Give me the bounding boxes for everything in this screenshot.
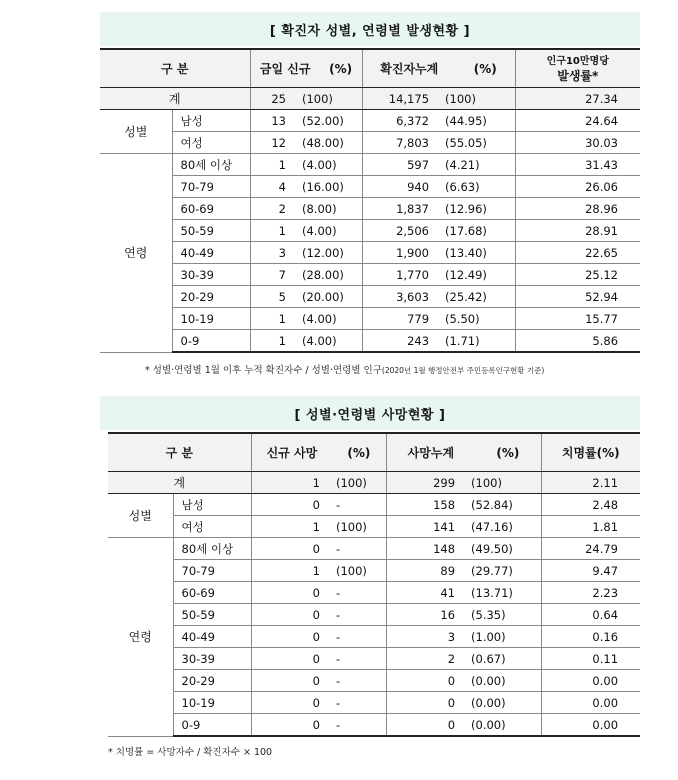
cell-new-pct: (4.00) xyxy=(292,330,362,353)
header-rate-line2: 발생률* xyxy=(557,68,599,83)
row-label: 여성 xyxy=(172,132,250,154)
cell-cum-pct: (12.96) xyxy=(435,198,515,220)
row-label: 10-19 xyxy=(173,692,251,714)
cell-cum: 1,770 xyxy=(362,264,435,286)
cell-new: 0 xyxy=(251,692,326,714)
row-label: 20-29 xyxy=(172,286,250,308)
cell-new: 1 xyxy=(250,308,292,330)
cell-new: 0 xyxy=(251,604,326,626)
cell-new-pct: (100) xyxy=(326,472,386,494)
cell-new: 0 xyxy=(251,582,326,604)
table-row xyxy=(100,286,640,308)
cell-cum-pct: (47.16) xyxy=(461,516,541,538)
row-label: 여성 xyxy=(173,516,251,538)
cell-rate: 27.34 xyxy=(515,88,640,110)
cell-cum: 779 xyxy=(362,308,435,330)
cell-rate: 52.94 xyxy=(515,286,640,308)
row-label: 30-39 xyxy=(172,264,250,286)
cell-rate: 22.65 xyxy=(515,242,640,264)
cell-rate: 2.23 xyxy=(541,582,640,604)
cell-cum: 0 xyxy=(386,692,461,714)
cell-cum-pct: (0.00) xyxy=(461,714,541,737)
row-label: 계 xyxy=(100,88,250,110)
cell-new: 1 xyxy=(250,220,292,242)
cell-cum-pct: (100) xyxy=(461,472,541,494)
cell-new: 13 xyxy=(250,110,292,132)
cell-cum: 243 xyxy=(362,330,435,353)
cell-cum: 3,603 xyxy=(362,286,435,308)
cell-rate: 0.00 xyxy=(541,670,640,692)
cell-new: 0 xyxy=(251,648,326,670)
cell-rate: 15.77 xyxy=(515,308,640,330)
header-new-deaths: 신규 사망 xyxy=(266,446,318,460)
cell-cum-pct: (0.00) xyxy=(461,670,541,692)
table-row xyxy=(108,648,640,670)
cell-rate: 5.86 xyxy=(515,330,640,353)
cell-new-pct: - xyxy=(326,538,386,560)
cell-rate: 31.43 xyxy=(515,154,640,176)
cell-new-pct: - xyxy=(326,670,386,692)
cell-rate: 28.91 xyxy=(515,220,640,242)
cell-cum: 148 xyxy=(386,538,461,560)
table-row xyxy=(108,714,640,737)
row-label: 60-69 xyxy=(172,198,250,220)
table-row xyxy=(108,560,640,582)
header-pct: (%) xyxy=(329,61,353,76)
row-label: 50-59 xyxy=(172,220,250,242)
header-pct: (%) xyxy=(473,61,497,76)
cell-new-pct: (20.00) xyxy=(292,286,362,308)
table-row xyxy=(108,626,640,648)
cell-rate: 0.16 xyxy=(541,626,640,648)
row-label: 0-9 xyxy=(172,330,250,353)
cell-cum: 299 xyxy=(386,472,461,494)
row-label: 0-9 xyxy=(173,714,251,737)
cell-cum: 141 xyxy=(386,516,461,538)
cases-table xyxy=(100,48,640,353)
table-row xyxy=(108,670,640,692)
cell-cum: 16 xyxy=(386,604,461,626)
table-row xyxy=(100,264,640,286)
cell-new-pct: - xyxy=(326,604,386,626)
cell-rate: 28.96 xyxy=(515,198,640,220)
cell-cum-pct: (100) xyxy=(435,88,515,110)
table1-title: [ 확진자 성별, 연령별 발생현황 ] xyxy=(100,12,640,46)
cell-cum: 158 xyxy=(386,494,461,516)
cell-cum: 6,372 xyxy=(362,110,435,132)
row-label: 80세 이상 xyxy=(173,538,251,560)
table-row xyxy=(108,604,640,626)
row-label: 30-39 xyxy=(173,648,251,670)
cell-rate: 0.64 xyxy=(541,604,640,626)
cell-cum-pct: (55.05) xyxy=(435,132,515,154)
cell-new: 2 xyxy=(250,198,292,220)
header-fatality-rate: 치명률(%) xyxy=(541,433,640,472)
cell-new-pct: (12.00) xyxy=(292,242,362,264)
cell-rate: 25.12 xyxy=(515,264,640,286)
cell-new: 1 xyxy=(251,560,326,582)
cell-cum: 3 xyxy=(386,626,461,648)
cell-cum-pct: (29.77) xyxy=(461,560,541,582)
cell-rate: 24.64 xyxy=(515,110,640,132)
cell-cum: 89 xyxy=(386,560,461,582)
row-label: 40-49 xyxy=(172,242,250,264)
header-rate-line1: 인구10만명당 xyxy=(546,55,609,67)
cell-new-pct: - xyxy=(326,626,386,648)
table-row xyxy=(100,308,640,330)
cell-new: 12 xyxy=(250,132,292,154)
cell-new-pct: (100) xyxy=(292,88,362,110)
cell-new: 1 xyxy=(251,516,326,538)
cell-cum-pct: (1.71) xyxy=(435,330,515,353)
cell-cum: 0 xyxy=(386,670,461,692)
cell-rate: 30.03 xyxy=(515,132,640,154)
cell-rate: 0.11 xyxy=(541,648,640,670)
table-row-total xyxy=(100,88,640,110)
cell-new: 0 xyxy=(251,670,326,692)
deaths-table xyxy=(108,432,640,737)
table-header-row xyxy=(100,49,640,88)
cell-cum: 2 xyxy=(386,648,461,670)
cell-new: 7 xyxy=(250,264,292,286)
table-row xyxy=(100,242,640,264)
header-category: 구 분 xyxy=(108,433,251,472)
cell-new-pct: - xyxy=(326,494,386,516)
header-pct: (%) xyxy=(496,445,520,460)
cell-cum: 14,175 xyxy=(362,88,435,110)
table-row xyxy=(108,692,640,714)
cell-cum-pct: (12.49) xyxy=(435,264,515,286)
cell-cum-pct: (0.00) xyxy=(461,692,541,714)
cell-cum-pct: (4.21) xyxy=(435,154,515,176)
row-label: 70-79 xyxy=(172,176,250,198)
cell-rate: 9.47 xyxy=(541,560,640,582)
table-row xyxy=(108,538,640,560)
cell-rate: 2.11 xyxy=(541,472,640,494)
cell-new-pct: (16.00) xyxy=(292,176,362,198)
table2-footnote: * 치명률 = 사망자수 / 확진자수 × 100 xyxy=(108,747,273,758)
cell-new-pct: (4.00) xyxy=(292,308,362,330)
row-label: 50-59 xyxy=(173,604,251,626)
table-row-total xyxy=(108,472,640,494)
cell-cum: 7,803 xyxy=(362,132,435,154)
table-row xyxy=(100,220,640,242)
cell-cum: 41 xyxy=(386,582,461,604)
table-row xyxy=(108,494,640,516)
cell-new-pct: (8.00) xyxy=(292,198,362,220)
group-label-age: 연령 xyxy=(100,154,172,353)
cell-new: 1 xyxy=(250,154,292,176)
cell-new: 0 xyxy=(251,626,326,648)
cell-new: 3 xyxy=(250,242,292,264)
row-label: 70-79 xyxy=(173,560,251,582)
cell-rate: 0.00 xyxy=(541,714,640,737)
cell-cum: 1,900 xyxy=(362,242,435,264)
row-label: 80세 이상 xyxy=(172,154,250,176)
cell-cum-pct: (1.00) xyxy=(461,626,541,648)
cell-new: 25 xyxy=(250,88,292,110)
footnote-main: * 성별·연령별 1월 이후 누적 확진자수 / 성별·연령별 인구 xyxy=(145,365,382,376)
table-header-row xyxy=(108,433,640,472)
cell-cum-pct: (17.68) xyxy=(435,220,515,242)
row-label: 10-19 xyxy=(172,308,250,330)
cell-cum: 597 xyxy=(362,154,435,176)
cell-cum: 940 xyxy=(362,176,435,198)
cell-new: 1 xyxy=(251,472,326,494)
cell-new-pct: (28.00) xyxy=(292,264,362,286)
cell-rate: 26.06 xyxy=(515,176,640,198)
table2-title: [ 성별·연령별 사망현황 ] xyxy=(100,396,640,430)
cell-new: 5 xyxy=(250,286,292,308)
cell-new-pct: - xyxy=(326,648,386,670)
cell-rate: 0.00 xyxy=(541,692,640,714)
footnote-source: (2020년 1월 행정안전부 주민등록인구현황 기준) xyxy=(381,366,545,375)
cell-new-pct: - xyxy=(326,582,386,604)
cell-rate: 1.81 xyxy=(541,516,640,538)
cell-cum: 1,837 xyxy=(362,198,435,220)
table-row xyxy=(100,132,640,154)
cell-new-pct: (4.00) xyxy=(292,154,362,176)
header-cumulative: 사망누계 xyxy=(407,446,455,460)
cell-cum-pct: (5.50) xyxy=(435,308,515,330)
header-pct: (%) xyxy=(347,445,371,460)
table1-footnote xyxy=(145,362,544,376)
cell-new: 0 xyxy=(251,538,326,560)
group-label-age: 연령 xyxy=(108,538,173,737)
table-row xyxy=(100,154,640,176)
cell-cum-pct: (25.42) xyxy=(435,286,515,308)
row-label: 40-49 xyxy=(173,626,251,648)
cell-cum-pct: (49.50) xyxy=(461,538,541,560)
row-label: 20-29 xyxy=(173,670,251,692)
cell-new-pct: (100) xyxy=(326,516,386,538)
group-label-gender: 성별 xyxy=(108,494,173,538)
cell-new-pct: (100) xyxy=(326,560,386,582)
table-row xyxy=(108,582,640,604)
cell-new: 4 xyxy=(250,176,292,198)
row-label: 계 xyxy=(108,472,251,494)
cell-new: 0 xyxy=(251,714,326,737)
cell-cum-pct: (52.84) xyxy=(461,494,541,516)
cell-cum-pct: (44.95) xyxy=(435,110,515,132)
cell-cum: 0 xyxy=(386,714,461,737)
cell-new-pct: - xyxy=(326,692,386,714)
cell-new: 1 xyxy=(250,330,292,353)
table-row xyxy=(100,330,640,353)
header-new-cases: 금일 신규 xyxy=(259,62,311,76)
row-label: 60-69 xyxy=(173,582,251,604)
row-label: 남성 xyxy=(172,110,250,132)
cell-cum-pct: (5.35) xyxy=(461,604,541,626)
cell-rate: 24.79 xyxy=(541,538,640,560)
cell-cum-pct: (6.63) xyxy=(435,176,515,198)
cell-cum-pct: (13.71) xyxy=(461,582,541,604)
cell-cum-pct: (0.67) xyxy=(461,648,541,670)
cell-rate: 2.48 xyxy=(541,494,640,516)
cell-new-pct: (4.00) xyxy=(292,220,362,242)
table-row xyxy=(108,516,640,538)
row-label: 남성 xyxy=(173,494,251,516)
cell-new-pct: - xyxy=(326,714,386,737)
group-label-gender: 성별 xyxy=(100,110,172,154)
cell-new-pct: (48.00) xyxy=(292,132,362,154)
table-row xyxy=(100,110,640,132)
header-category: 구 분 xyxy=(100,49,250,88)
table-row xyxy=(100,176,640,198)
cell-new: 0 xyxy=(251,494,326,516)
cell-new-pct: (52.00) xyxy=(292,110,362,132)
table-row xyxy=(100,198,640,220)
cell-cum-pct: (13.40) xyxy=(435,242,515,264)
cell-cum: 2,506 xyxy=(362,220,435,242)
header-cumulative: 확진자누계 xyxy=(380,62,439,76)
